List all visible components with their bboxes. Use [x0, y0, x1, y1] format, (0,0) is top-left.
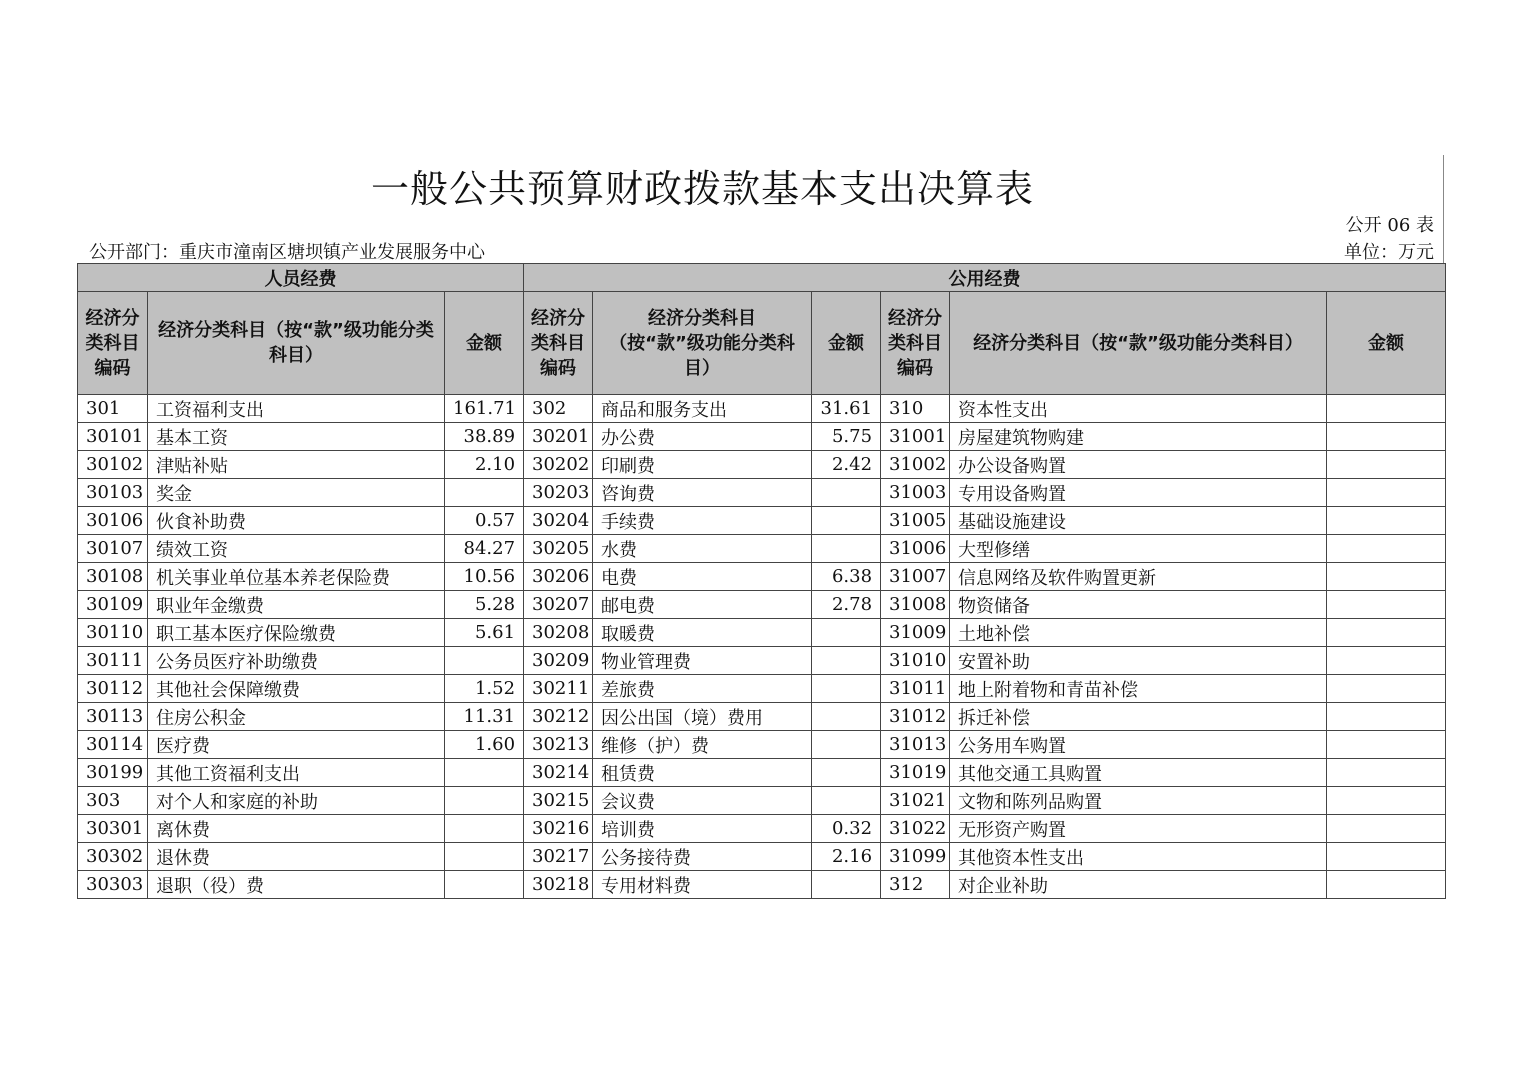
- row-amount-goods: [812, 619, 881, 647]
- row-code-goods: 30208: [524, 619, 593, 647]
- row-name-capital: 其他交通工具购置: [950, 759, 1327, 787]
- row-code-capital: 31012: [881, 703, 950, 731]
- row-amount-personnel: 0.57: [445, 507, 524, 535]
- row-name-capital: 文物和陈列品购置: [950, 787, 1327, 815]
- row-amount-personnel: 2.10: [445, 451, 524, 479]
- row-name-capital: 基础设施建设: [950, 507, 1327, 535]
- row-amount-personnel: 11.31: [445, 703, 524, 731]
- row-code-personnel: 30108: [78, 563, 148, 591]
- table-row: [78, 451, 1446, 479]
- row-name-goods: 维修（护）费: [593, 731, 812, 759]
- row-name-personnel: 职工基本医疗保险缴费: [148, 619, 445, 647]
- row-amount-capital: [1327, 591, 1446, 619]
- header-amount: 金额: [1327, 292, 1446, 395]
- row-amount-personnel: 5.61: [445, 619, 524, 647]
- header-code: 经济分类科目编码: [78, 292, 148, 395]
- row-name-personnel: 公务员医疗补助缴费: [148, 647, 445, 675]
- row-name-personnel: 对个人和家庭的补助: [148, 787, 445, 815]
- table-row: [78, 759, 1446, 787]
- header-amount: 金额: [812, 292, 881, 395]
- page-title: 一般公共预算财政拨款基本支出决算表: [370, 167, 1034, 211]
- row-amount-capital: [1327, 507, 1446, 535]
- row-code-goods: 30201: [524, 423, 593, 451]
- row-amount-capital: [1327, 619, 1446, 647]
- row-name-capital: 对企业补助: [950, 871, 1327, 899]
- row-code-personnel: 30101: [78, 423, 148, 451]
- row-amount-goods: [812, 759, 881, 787]
- row-code-goods: 302: [524, 395, 593, 423]
- row-code-goods: 30206: [524, 563, 593, 591]
- row-code-capital: 31008: [881, 591, 950, 619]
- row-code-personnel: 30301: [78, 815, 148, 843]
- row-name-personnel: 医疗费: [148, 731, 445, 759]
- row-name-goods: 办公费: [593, 423, 812, 451]
- table-row: [78, 591, 1446, 619]
- row-amount-capital: [1327, 563, 1446, 591]
- row-code-personnel: 30111: [78, 647, 148, 675]
- row-code-goods: 30213: [524, 731, 593, 759]
- table-row: [78, 647, 1446, 675]
- row-name-goods: 公务接待费: [593, 843, 812, 871]
- row-amount-goods: 2.78: [812, 591, 881, 619]
- row-amount-personnel: 1.60: [445, 731, 524, 759]
- row-amount-goods: [812, 731, 881, 759]
- row-code-goods: 30207: [524, 591, 593, 619]
- row-amount-capital: [1327, 451, 1446, 479]
- row-code-capital: 31009: [881, 619, 950, 647]
- row-amount-personnel: [445, 479, 524, 507]
- header-code: 经济分类科目编码: [881, 292, 950, 395]
- row-code-goods: 30217: [524, 843, 593, 871]
- row-amount-capital: [1327, 535, 1446, 563]
- row-code-personnel: 30109: [78, 591, 148, 619]
- row-name-goods: 印刷费: [593, 451, 812, 479]
- row-name-personnel: 基本工资: [148, 423, 445, 451]
- row-code-personnel: 30107: [78, 535, 148, 563]
- row-amount-goods: 5.75: [812, 423, 881, 451]
- row-name-personnel: 离休费: [148, 815, 445, 843]
- row-amount-capital: [1327, 759, 1446, 787]
- row-amount-personnel: [445, 787, 524, 815]
- row-name-personnel: 绩效工资: [148, 535, 445, 563]
- row-code-personnel: 30113: [78, 703, 148, 731]
- row-amount-capital: [1327, 647, 1446, 675]
- row-amount-capital: [1327, 703, 1446, 731]
- row-amount-goods: 2.42: [812, 451, 881, 479]
- row-amount-goods: [812, 535, 881, 563]
- table-row: [78, 619, 1446, 647]
- row-code-personnel: 30102: [78, 451, 148, 479]
- row-code-goods: 30216: [524, 815, 593, 843]
- row-name-goods: 取暖费: [593, 619, 812, 647]
- row-name-goods: 水费: [593, 535, 812, 563]
- row-amount-capital: [1327, 423, 1446, 451]
- row-code-personnel: 30303: [78, 871, 148, 899]
- page-edge-line: [1443, 155, 1444, 265]
- row-name-capital: 其他资本性支出: [950, 843, 1327, 871]
- row-amount-goods: 31.61: [812, 395, 881, 423]
- table-row: [78, 815, 1446, 843]
- row-amount-goods: 6.38: [812, 563, 881, 591]
- row-amount-personnel: 1.52: [445, 675, 524, 703]
- row-amount-capital: [1327, 843, 1446, 871]
- row-name-goods: 手续费: [593, 507, 812, 535]
- table-row: [78, 843, 1446, 871]
- department-label: 公开部门：重庆市潼南区塘坝镇产业发展服务中心: [89, 242, 485, 263]
- row-amount-capital: [1327, 731, 1446, 759]
- row-name-personnel: 机关事业单位基本养老保险费: [148, 563, 445, 591]
- row-name-goods: 邮电费: [593, 591, 812, 619]
- row-name-goods: 差旅费: [593, 675, 812, 703]
- row-code-capital: 31007: [881, 563, 950, 591]
- table-row: [78, 731, 1446, 759]
- row-code-capital: 31099: [881, 843, 950, 871]
- row-name-personnel: 退职（役）费: [148, 871, 445, 899]
- row-code-capital: 31021: [881, 787, 950, 815]
- row-name-goods: 会议费: [593, 787, 812, 815]
- row-code-personnel: 30114: [78, 731, 148, 759]
- row-amount-goods: 0.32: [812, 815, 881, 843]
- row-amount-goods: [812, 787, 881, 815]
- table-row: [78, 479, 1446, 507]
- header-amount: 金额: [445, 292, 524, 395]
- row-name-capital: 物资储备: [950, 591, 1327, 619]
- row-amount-capital: [1327, 395, 1446, 423]
- row-name-goods: 物业管理费: [593, 647, 812, 675]
- row-code-capital: 31003: [881, 479, 950, 507]
- row-code-personnel: 303: [78, 787, 148, 815]
- row-code-capital: 310: [881, 395, 950, 423]
- row-code-capital: 31001: [881, 423, 950, 451]
- row-amount-goods: [812, 703, 881, 731]
- row-name-personnel: 退休费: [148, 843, 445, 871]
- row-amount-personnel: 10.56: [445, 563, 524, 591]
- row-code-capital: 31002: [881, 451, 950, 479]
- section-public: 公用经费: [524, 264, 1446, 292]
- row-name-capital: 安置补助: [950, 647, 1327, 675]
- table-row: [78, 787, 1446, 815]
- header-name: 经济分类科目（按“款”级功能分类科目）: [950, 292, 1327, 395]
- header-name: 经济分类科目（按“款”级功能分类科目）: [148, 292, 445, 395]
- row-name-capital: 无形资产购置: [950, 815, 1327, 843]
- table-row: [78, 535, 1446, 563]
- row-code-personnel: 30103: [78, 479, 148, 507]
- row-code-capital: 312: [881, 871, 950, 899]
- row-code-goods: 30204: [524, 507, 593, 535]
- row-amount-capital: [1327, 675, 1446, 703]
- row-code-capital: 31010: [881, 647, 950, 675]
- row-name-goods: 商品和服务支出: [593, 395, 812, 423]
- form-number: 公开 06 表: [1345, 215, 1434, 236]
- row-name-goods: 电费: [593, 563, 812, 591]
- section-personnel: 人员经费: [78, 264, 524, 292]
- row-name-capital: 土地补偿: [950, 619, 1327, 647]
- row-code-goods: 30215: [524, 787, 593, 815]
- row-name-capital: 办公设备购置: [950, 451, 1327, 479]
- row-name-personnel: 工资福利支出: [148, 395, 445, 423]
- row-code-capital: 31022: [881, 815, 950, 843]
- row-amount-goods: 2.16: [812, 843, 881, 871]
- table-row: [78, 423, 1446, 451]
- row-name-capital: 信息网络及软件购置更新: [950, 563, 1327, 591]
- table-row: [78, 395, 1446, 423]
- row-name-personnel: 其他工资福利支出: [148, 759, 445, 787]
- row-name-capital: 大型修缮: [950, 535, 1327, 563]
- unit-label: 单位：万元: [1344, 242, 1434, 263]
- row-code-capital: 31013: [881, 731, 950, 759]
- row-code-goods: 30212: [524, 703, 593, 731]
- row-code-personnel: 30106: [78, 507, 148, 535]
- row-amount-personnel: [445, 871, 524, 899]
- row-amount-capital: [1327, 815, 1446, 843]
- row-code-capital: 31019: [881, 759, 950, 787]
- row-name-capital: 专用设备购置: [950, 479, 1327, 507]
- column-header-row: [78, 292, 1446, 395]
- row-amount-goods: [812, 479, 881, 507]
- row-amount-personnel: 161.71: [445, 395, 524, 423]
- row-name-personnel: 住房公积金: [148, 703, 445, 731]
- row-name-goods: 租赁费: [593, 759, 812, 787]
- row-amount-personnel: [445, 815, 524, 843]
- row-name-capital: 地上附着物和青苗补偿: [950, 675, 1327, 703]
- table-row: [78, 563, 1446, 591]
- row-amount-capital: [1327, 871, 1446, 899]
- row-amount-personnel: [445, 647, 524, 675]
- row-amount-goods: [812, 647, 881, 675]
- row-amount-personnel: 84.27: [445, 535, 524, 563]
- row-amount-goods: [812, 507, 881, 535]
- row-name-capital: 公务用车购置: [950, 731, 1327, 759]
- header-name: 经济分类科目（按“款”级功能分类科目）: [593, 292, 812, 395]
- table-row: [78, 871, 1446, 899]
- row-amount-personnel: [445, 759, 524, 787]
- row-amount-personnel: [445, 843, 524, 871]
- row-amount-personnel: 38.89: [445, 423, 524, 451]
- row-code-capital: 31011: [881, 675, 950, 703]
- row-name-goods: 因公出国（境）费用: [593, 703, 812, 731]
- table-row: [78, 675, 1446, 703]
- row-name-goods: 咨询费: [593, 479, 812, 507]
- row-code-goods: 30211: [524, 675, 593, 703]
- row-amount-capital: [1327, 479, 1446, 507]
- row-name-personnel: 津贴补贴: [148, 451, 445, 479]
- row-code-capital: 31005: [881, 507, 950, 535]
- row-name-personnel: 其他社会保障缴费: [148, 675, 445, 703]
- row-amount-capital: [1327, 787, 1446, 815]
- row-name-personnel: 职业年金缴费: [148, 591, 445, 619]
- table-row: [78, 507, 1446, 535]
- row-code-personnel: 30110: [78, 619, 148, 647]
- row-name-goods: 专用材料费: [593, 871, 812, 899]
- row-code-personnel: 30199: [78, 759, 148, 787]
- row-code-personnel: 301: [78, 395, 148, 423]
- row-amount-personnel: 5.28: [445, 591, 524, 619]
- row-code-goods: 30209: [524, 647, 593, 675]
- expenditure-table: [77, 263, 1446, 899]
- header-code: 经济分类科目编码: [524, 292, 593, 395]
- row-name-personnel: 伙食补助费: [148, 507, 445, 535]
- row-code-goods: 30203: [524, 479, 593, 507]
- row-code-goods: 30205: [524, 535, 593, 563]
- table-row: [78, 703, 1446, 731]
- row-amount-goods: [812, 675, 881, 703]
- row-name-capital: 资本性支出: [950, 395, 1327, 423]
- row-name-capital: 拆迁补偿: [950, 703, 1327, 731]
- row-code-goods: 30202: [524, 451, 593, 479]
- row-amount-goods: [812, 871, 881, 899]
- row-name-capital: 房屋建筑物购建: [950, 423, 1327, 451]
- row-name-goods: 培训费: [593, 815, 812, 843]
- row-code-capital: 31006: [881, 535, 950, 563]
- row-name-personnel: 奖金: [148, 479, 445, 507]
- row-code-goods: 30218: [524, 871, 593, 899]
- row-code-personnel: 30302: [78, 843, 148, 871]
- table-body: [78, 395, 1446, 899]
- row-code-goods: 30214: [524, 759, 593, 787]
- row-code-personnel: 30112: [78, 675, 148, 703]
- section-header-row: [78, 264, 1446, 292]
